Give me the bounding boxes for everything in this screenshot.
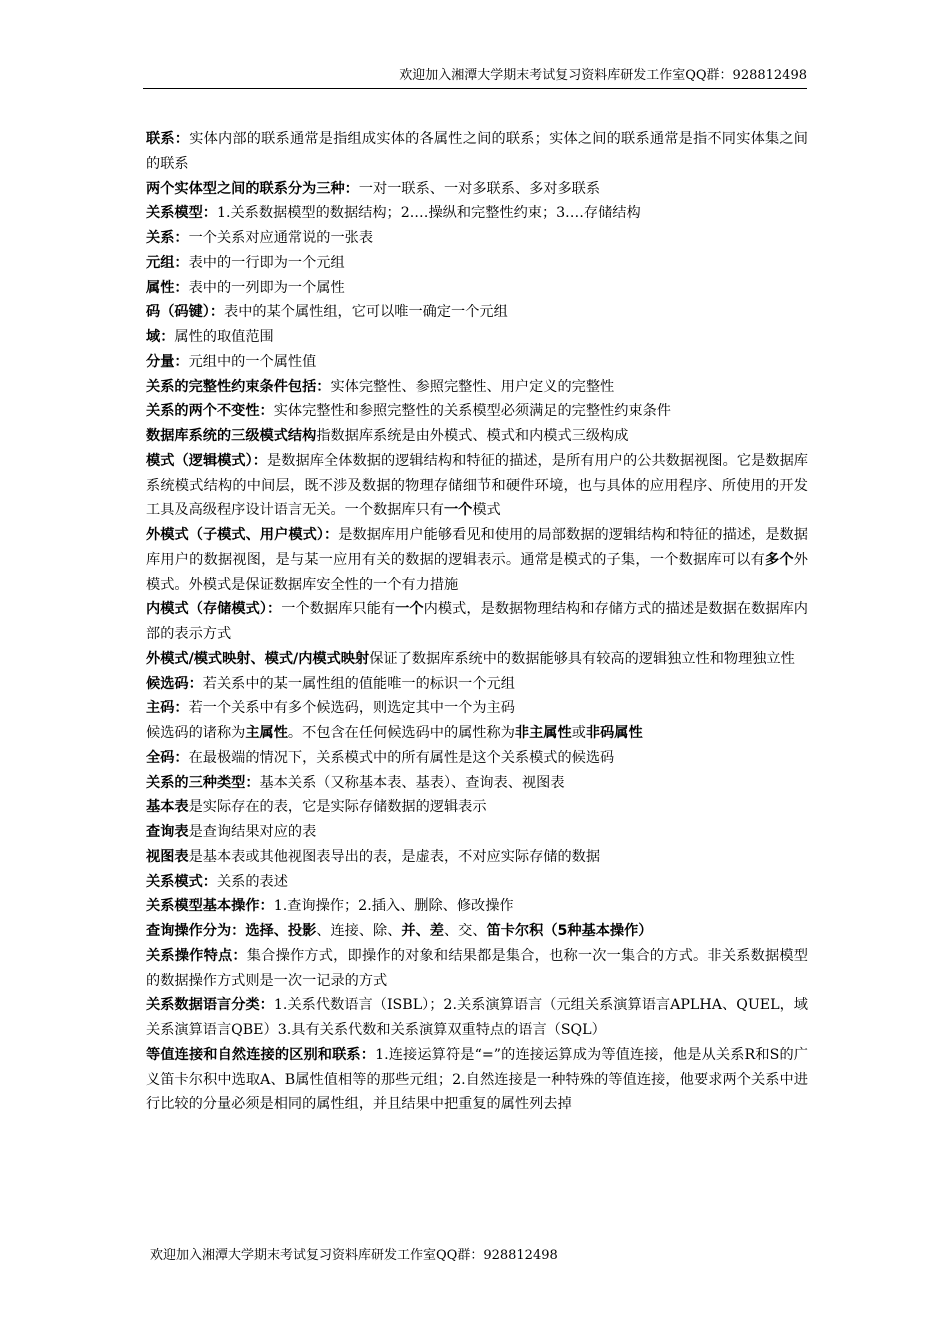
text-run: 若关系中的某一属性组的值能唯一的标识一个元组	[202, 675, 515, 692]
paragraph	[146, 1043, 808, 1117]
bold-term: 联系：	[146, 131, 190, 147]
bold-term: 数据库系统的三级模式结构	[146, 428, 317, 444]
bold-term: 一个	[395, 601, 424, 618]
text-run: 表中的某个属性组，它可以唯一确定一个元组	[224, 304, 508, 321]
bold-term: 全码：	[146, 749, 189, 766]
bold-term: 多个	[764, 551, 794, 568]
text-run: 实体内部的联系通常是指组成实体的各属性之间的联系；实体之间的联系通常是指不同实体集之间的联系	[146, 131, 808, 172]
text-run: 是查询结果对应的表	[188, 824, 317, 840]
text-run: 内模式，是数据物理结构和存储方式的描述是数据在数据库内部的表示方式	[146, 601, 808, 642]
bold-term: 查询操作分为：选择、投影	[146, 923, 317, 939]
bold-term: 域：	[146, 329, 175, 345]
bold-term: 关系模型基本操作：	[146, 898, 274, 915]
bold-term: 非主属性	[514, 725, 572, 741]
paragraph	[146, 919, 808, 944]
bold-term: 关系：	[146, 230, 189, 246]
paragraph	[146, 399, 808, 424]
bold-term: 主码：	[146, 700, 189, 717]
bold-term: 关系的完整性约束条件包括：	[146, 378, 331, 395]
text-run: 或	[571, 725, 586, 741]
bold-term: 基本表	[146, 799, 189, 816]
text-run: 保证了数据库系统中的数据能够具有较高的逻辑独立性和物理独立性	[369, 650, 795, 667]
text-run: 实体完整性和参照完整性的关系模型必须满足的完整性约束条件	[273, 403, 671, 420]
text-run: 外模式。外模式是保证数据库安全性的一个有力措施	[146, 551, 808, 593]
text-run: 1.连接运算符是“=”的连接运算成为等值连接，他是从关系R和S的广义笛卡尔积中选取A、B属性值相等的那些元组；2.自然连接是一种特殊的等值连接，他要求两个关系中进行比较的分量必须是相同的属性组，并且结果中把重复的属性列去掉	[146, 1046, 808, 1113]
paragraph	[146, 894, 808, 919]
paragraph	[146, 672, 808, 697]
text-run: 一对一联系、一对多联系、多对多联系	[358, 180, 601, 197]
text-run: 、交、	[443, 923, 487, 939]
paragraph	[146, 201, 808, 226]
paragraph	[146, 226, 808, 251]
paragraph	[146, 820, 808, 845]
bold-term: 分量：	[146, 353, 189, 370]
text-run: 是基本表或其他视图表导出的表，是虚表，不对应实际存储的数据	[188, 848, 601, 865]
bold-term: 笛卡尔积（5种基本操作）	[486, 923, 653, 939]
bold-term: 外模式/模式映射、模式/内模式映射	[146, 650, 370, 667]
paragraph	[146, 325, 808, 350]
text-run: 是数据库用户能够看见和使用的局部数据的逻辑结构和特征的描述，是数据库用户的数据视图，是与某一应用有关的数据的逻辑表示。通常是模式的子集，一个数据库可以有	[146, 527, 808, 568]
bold-term: 一个	[443, 502, 473, 519]
bold-term: 关系模型：	[146, 205, 217, 222]
text-run: 指数据库系统是由外模式、模式和内模式三级构成	[316, 428, 629, 444]
bold-term: 外模式（子模式、用户模式）：	[146, 527, 339, 543]
bold-term: 元组：	[146, 254, 189, 271]
text-run: 基本关系（又称基本表、基表）、查询表、视图表	[259, 774, 565, 791]
bold-term: 关系模式：	[146, 873, 217, 890]
text-run: 在最极端的情况下，关系模式中的所有属性是这个关系模式的候选码	[188, 749, 615, 766]
paragraph	[146, 375, 808, 400]
paragraph	[146, 127, 808, 177]
bold-term: 关系操作特点：	[146, 947, 247, 964]
text-run: 一个关系对应通常说的一张表	[188, 230, 374, 246]
paragraph	[146, 300, 808, 325]
bold-term: 内模式（存储模式）：	[146, 601, 282, 618]
document-body	[146, 127, 808, 1117]
bold-term: 关系数据语言分类：	[146, 997, 274, 1014]
paragraph	[146, 523, 808, 597]
paragraph	[146, 696, 808, 721]
text-run: 实体完整性、参照完整性、用户定义的完整性	[330, 378, 615, 395]
bold-term: 并、差	[401, 923, 444, 939]
bold-term: 码（码键）：	[146, 304, 225, 321]
paragraph	[146, 251, 808, 276]
text-run: 模式	[472, 502, 501, 519]
paragraph	[146, 795, 808, 820]
paragraph	[146, 276, 808, 301]
paragraph	[146, 870, 808, 895]
paragraph	[146, 647, 808, 672]
bold-term: 查询表	[146, 824, 189, 840]
text-run: 1.关系数据模型的数据结构；2.…操纵和完整性约束；3.…存储结构	[216, 205, 641, 222]
text-run: 是数据库全体数据的逻辑结构和特征的描述，是所有用户的公共数据视图。它是数据库系统模式结构的中间层，既不涉及数据的物理存储细节和硬件环境，也与具体的应用程序、所使用的开发工具及高级程序设计语言无关。一个数据库只有	[146, 452, 808, 519]
text-run: 是实际存在的表，它是实际存储数据的逻辑表示	[188, 799, 487, 816]
paragraph	[146, 449, 808, 523]
text-run: 元组中的一个属性值	[188, 353, 317, 370]
bold-term: 模式（逻辑模式）：	[146, 452, 268, 469]
text-run: 1.关系代数语言（ISBL）；2.关系演算语言（元组关系演算语言APLHA、QUEL，域关系演算语言QBE）3.具有关系代数和关系演算双重特点的语言（SQL）	[146, 997, 808, 1038]
paragraph	[146, 721, 808, 746]
text-run: 候选码的诸称为	[146, 725, 246, 741]
text-run: 、连接、除、	[316, 923, 402, 939]
text-run: 一个数据库只能有	[281, 601, 396, 618]
bold-term: 两个实体型之间的联系分为三种：	[146, 180, 359, 197]
paragraph	[146, 177, 808, 202]
paragraph	[146, 771, 808, 796]
paragraph	[146, 944, 808, 994]
bold-term: 视图表	[146, 848, 189, 865]
bold-term: 关系的两个不变性：	[146, 403, 274, 420]
bold-term: 主属性	[245, 725, 288, 741]
text-run: 关系的表述	[216, 873, 288, 890]
paragraph	[146, 597, 808, 647]
bold-term: 等值连接和自然连接的区别和联系：	[146, 1046, 376, 1063]
paragraph	[146, 350, 808, 375]
bold-term: 非码属性	[585, 725, 643, 741]
text-run: 表中的一行即为一个元组	[188, 254, 345, 271]
paragraph	[146, 424, 808, 449]
page-footer: 欢迎加入湘潭大学期末考试复习资料库研发工作室QQ群：928812498	[150, 1248, 558, 1263]
paragraph	[146, 993, 808, 1043]
text-run: 若一个关系中有多个候选码，则选定其中一个为主码	[188, 700, 515, 717]
bold-term: 候选码：	[146, 675, 203, 692]
page-header: 欢迎加入湘潭大学期末考试复习资料库研发工作室QQ群：928812498	[143, 66, 807, 89]
text-run: 表中的一列即为一个属性	[188, 279, 345, 296]
text-run: 1.查询操作；2.插入、删除、修改操作	[273, 898, 514, 915]
text-run: 属性的取值范围	[174, 329, 274, 345]
text-run: 集合操作方式，即操作的对象和结果都是集合，也称一次一集合的方式。非关系数据模型的数据操作方式则是一次一记录的方式	[146, 947, 808, 989]
bold-term: 属性：	[146, 279, 189, 296]
paragraph	[146, 845, 808, 870]
paragraph	[146, 746, 808, 771]
bold-term: 关系的三种类型：	[146, 774, 260, 791]
text-run: 。不包含在任何候选码中的属性称为	[287, 725, 515, 741]
